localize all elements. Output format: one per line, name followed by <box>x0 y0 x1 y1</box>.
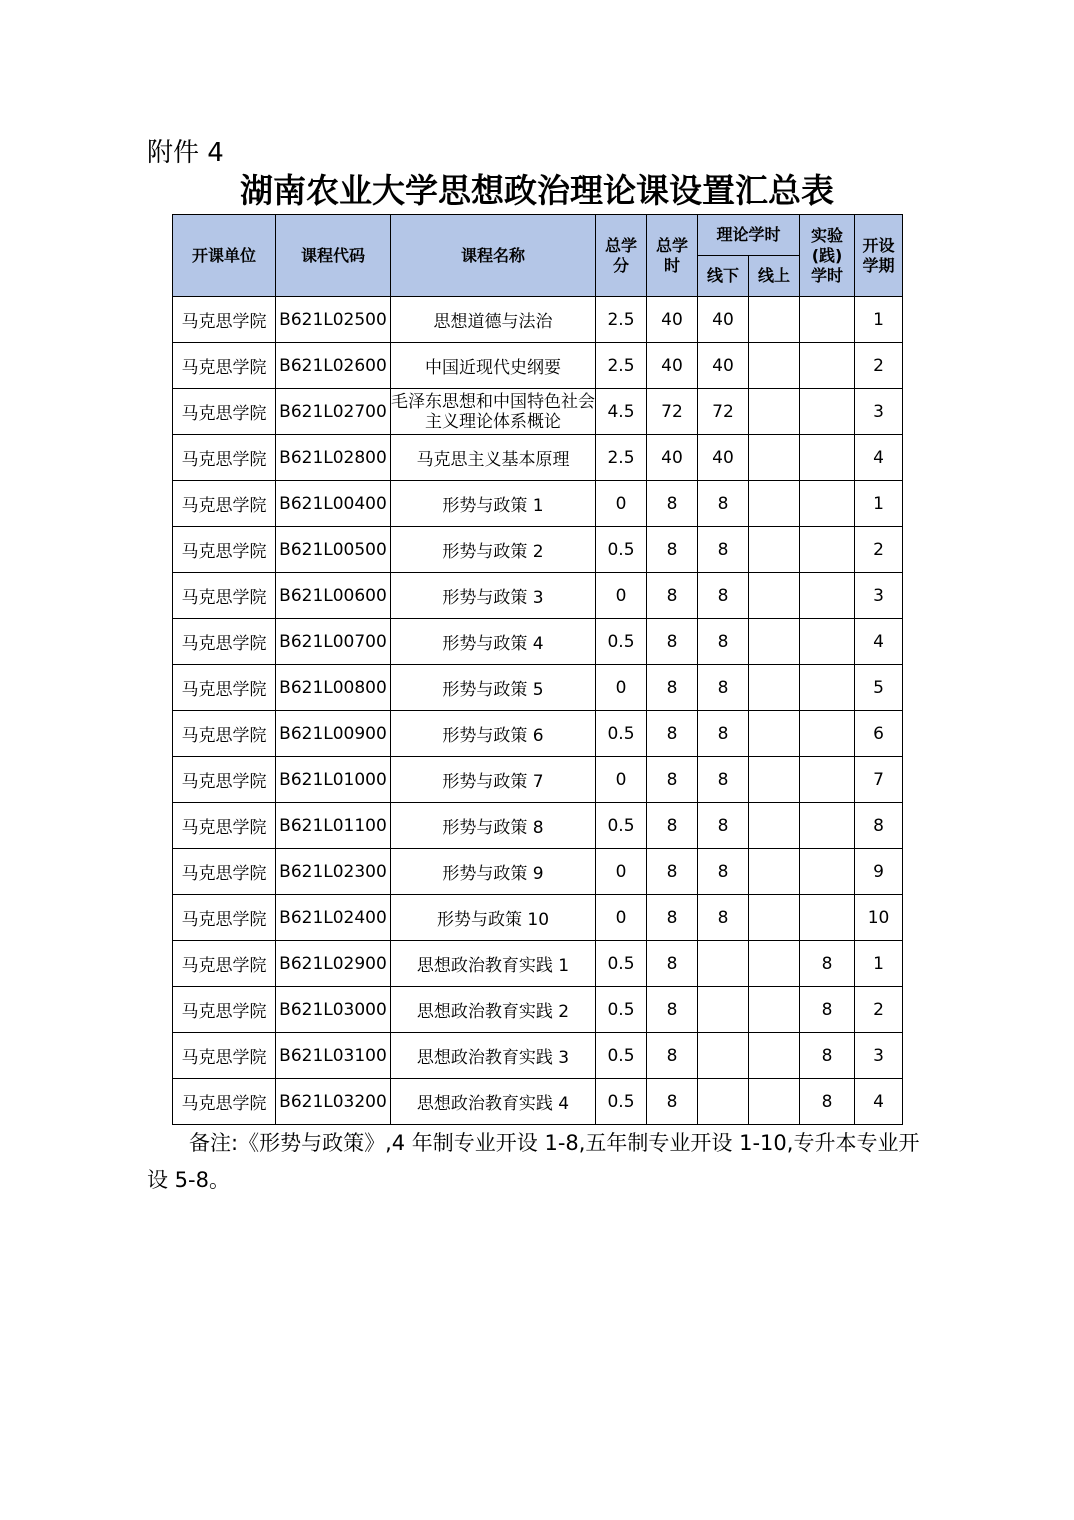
cell-semester: 3 <box>855 1033 903 1079</box>
cell-unit: 马克思学院 <box>173 573 276 619</box>
cell-online <box>749 389 800 435</box>
footnote: 备注:《形势与政策》,4 年制专业开设 1-8,五年制专业开设 1-10,专升本专业开设 5-8。 <box>147 1131 920 1192</box>
cell-code: B621L02300 <box>276 849 391 895</box>
table-row <box>173 481 903 527</box>
cell-practice <box>800 895 855 941</box>
cell-total: 40 <box>647 343 698 389</box>
cell-credits: 0.5 <box>596 941 647 987</box>
cell-code: B621L02600 <box>276 343 391 389</box>
cell-offline: 8 <box>698 665 749 711</box>
cell-online <box>749 343 800 389</box>
cell-semester: 6 <box>855 711 903 757</box>
cell-credits: 2.5 <box>596 343 647 389</box>
cell-semester: 3 <box>855 389 903 435</box>
cell-semester: 2 <box>855 343 903 389</box>
cell-credits: 0 <box>596 481 647 527</box>
cell-total: 8 <box>647 619 698 665</box>
cell-online <box>749 573 800 619</box>
table-row <box>173 527 903 573</box>
cell-code: B621L00400 <box>276 481 391 527</box>
cell-offline: 8 <box>698 757 749 803</box>
cell-online <box>749 665 800 711</box>
header-offline: 线下 <box>698 256 749 297</box>
cell-unit: 马克思学院 <box>173 803 276 849</box>
table-row <box>173 757 903 803</box>
cell-credits: 0.5 <box>596 987 647 1033</box>
cell-online <box>749 849 800 895</box>
cell-code: B621L00600 <box>276 573 391 619</box>
cell-name: 形势与政策 7 <box>391 757 596 803</box>
cell-offline: 8 <box>698 619 749 665</box>
cell-name: 形势与政策 8 <box>391 803 596 849</box>
cell-semester: 4 <box>855 1079 903 1125</box>
table-row <box>173 849 903 895</box>
cell-credits: 0 <box>596 573 647 619</box>
table-row <box>173 435 903 481</box>
cell-name: 马克思主义基本原理 <box>391 435 596 481</box>
table-row <box>173 1079 903 1125</box>
cell-credits: 0.5 <box>596 1079 647 1125</box>
cell-semester: 3 <box>855 573 903 619</box>
cell-semester: 2 <box>855 987 903 1033</box>
cell-total: 8 <box>647 711 698 757</box>
cell-semester: 5 <box>855 665 903 711</box>
header-unit: 开课单位 <box>173 215 276 297</box>
cell-credits: 0 <box>596 757 647 803</box>
cell-practice <box>800 435 855 481</box>
cell-online <box>749 941 800 987</box>
cell-unit: 马克思学院 <box>173 1033 276 1079</box>
cell-unit: 马克思学院 <box>173 895 276 941</box>
cell-online <box>749 481 800 527</box>
cell-offline <box>698 1079 749 1125</box>
cell-unit: 马克思学院 <box>173 619 276 665</box>
cell-offline <box>698 1033 749 1079</box>
cell-online <box>749 619 800 665</box>
cell-semester: 1 <box>855 941 903 987</box>
cell-unit: 马克思学院 <box>173 389 276 435</box>
cell-practice <box>800 481 855 527</box>
header-credits: 总学分 <box>596 215 647 297</box>
cell-online <box>749 527 800 573</box>
header-total-hours: 总学时 <box>647 215 698 297</box>
table-row <box>173 941 903 987</box>
cell-semester: 4 <box>855 619 903 665</box>
cell-credits: 0 <box>596 849 647 895</box>
table-row <box>173 987 903 1033</box>
cell-online <box>749 895 800 941</box>
cell-code: B621L00900 <box>276 711 391 757</box>
cell-credits: 0.5 <box>596 1033 647 1079</box>
cell-name: 毛泽东思想和中国特色社会主义理论体系概论 <box>391 389 596 435</box>
cell-practice <box>800 389 855 435</box>
cell-offline: 8 <box>698 849 749 895</box>
cell-credits: 0.5 <box>596 619 647 665</box>
cell-semester: 10 <box>855 895 903 941</box>
cell-name: 形势与政策 9 <box>391 849 596 895</box>
cell-online <box>749 1079 800 1125</box>
header-theory-hours: 理论学时 <box>698 215 800 256</box>
cell-semester: 9 <box>855 849 903 895</box>
course-table <box>172 214 903 1125</box>
cell-total: 8 <box>647 895 698 941</box>
cell-offline <box>698 987 749 1033</box>
cell-code: B621L00800 <box>276 665 391 711</box>
cell-offline: 8 <box>698 481 749 527</box>
cell-name: 形势与政策 5 <box>391 665 596 711</box>
cell-unit: 马克思学院 <box>173 481 276 527</box>
cell-unit: 马克思学院 <box>173 297 276 343</box>
cell-code: B621L01100 <box>276 803 391 849</box>
cell-name: 形势与政策 6 <box>391 711 596 757</box>
cell-name: 形势与政策 10 <box>391 895 596 941</box>
cell-credits: 0.5 <box>596 527 647 573</box>
table-row <box>173 343 903 389</box>
cell-total: 8 <box>647 757 698 803</box>
cell-practice <box>800 343 855 389</box>
cell-total: 8 <box>647 849 698 895</box>
header-online: 线上 <box>749 256 800 297</box>
cell-total: 8 <box>647 573 698 619</box>
cell-online <box>749 803 800 849</box>
table-row <box>173 573 903 619</box>
cell-offline: 8 <box>698 527 749 573</box>
cell-name: 思想道德与法治 <box>391 297 596 343</box>
cell-practice <box>800 665 855 711</box>
cell-unit: 马克思学院 <box>173 665 276 711</box>
cell-practice: 8 <box>800 941 855 987</box>
cell-total: 40 <box>647 297 698 343</box>
cell-semester: 1 <box>855 481 903 527</box>
cell-credits: 0 <box>596 895 647 941</box>
table-row <box>173 1033 903 1079</box>
attachment-label: 附件 4 <box>147 138 224 168</box>
page-title: 湖南农业大学思想政治理论课设置汇总表 <box>240 171 834 210</box>
header-semester: 开设学期 <box>855 215 903 297</box>
cell-total: 8 <box>647 1079 698 1125</box>
table-body <box>173 297 903 1125</box>
cell-code: B621L03200 <box>276 1079 391 1125</box>
cell-offline <box>698 941 749 987</box>
cell-practice: 8 <box>800 987 855 1033</box>
cell-unit: 马克思学院 <box>173 941 276 987</box>
header-practice-hours: 实验(践)学时 <box>800 215 855 297</box>
table-row <box>173 297 903 343</box>
cell-total: 8 <box>647 665 698 711</box>
cell-code: B621L00500 <box>276 527 391 573</box>
table-row <box>173 803 903 849</box>
cell-name: 形势与政策 4 <box>391 619 596 665</box>
cell-practice <box>800 849 855 895</box>
cell-practice <box>800 619 855 665</box>
cell-code: B621L02900 <box>276 941 391 987</box>
cell-offline: 40 <box>698 343 749 389</box>
cell-online <box>749 297 800 343</box>
table-row <box>173 389 903 435</box>
cell-unit: 马克思学院 <box>173 1079 276 1125</box>
cell-offline: 72 <box>698 389 749 435</box>
table-row <box>173 711 903 757</box>
cell-practice <box>800 757 855 803</box>
cell-code: B621L03000 <box>276 987 391 1033</box>
cell-name: 形势与政策 1 <box>391 481 596 527</box>
cell-semester: 2 <box>855 527 903 573</box>
cell-total: 8 <box>647 527 698 573</box>
cell-offline: 8 <box>698 573 749 619</box>
cell-total: 72 <box>647 389 698 435</box>
cell-offline: 8 <box>698 803 749 849</box>
table-row <box>173 665 903 711</box>
cell-unit: 马克思学院 <box>173 757 276 803</box>
cell-name: 形势与政策 2 <box>391 527 596 573</box>
cell-online <box>749 711 800 757</box>
cell-practice <box>800 711 855 757</box>
cell-credits: 2.5 <box>596 435 647 481</box>
header-name: 课程名称 <box>391 215 596 297</box>
cell-online <box>749 987 800 1033</box>
cell-total: 8 <box>647 481 698 527</box>
cell-total: 40 <box>647 435 698 481</box>
cell-total: 8 <box>647 803 698 849</box>
cell-credits: 0 <box>596 665 647 711</box>
cell-code: B621L02800 <box>276 435 391 481</box>
cell-name: 思想政治教育实践 4 <box>391 1079 596 1125</box>
cell-semester: 7 <box>855 757 903 803</box>
cell-name: 思想政治教育实践 2 <box>391 987 596 1033</box>
cell-unit: 马克思学院 <box>173 527 276 573</box>
cell-unit: 马克思学院 <box>173 711 276 757</box>
cell-name: 形势与政策 3 <box>391 573 596 619</box>
cell-credits: 4.5 <box>596 389 647 435</box>
table-row <box>173 895 903 941</box>
cell-practice <box>800 803 855 849</box>
cell-online <box>749 435 800 481</box>
cell-online <box>749 1033 800 1079</box>
cell-online <box>749 757 800 803</box>
cell-semester: 8 <box>855 803 903 849</box>
cell-code: B621L01000 <box>276 757 391 803</box>
cell-name: 思想政治教育实践 3 <box>391 1033 596 1079</box>
cell-name: 思想政治教育实践 1 <box>391 941 596 987</box>
cell-offline: 40 <box>698 435 749 481</box>
cell-credits: 2.5 <box>596 297 647 343</box>
cell-name: 中国近现代史纲要 <box>391 343 596 389</box>
cell-code: B621L03100 <box>276 1033 391 1079</box>
cell-total: 8 <box>647 1033 698 1079</box>
cell-total: 8 <box>647 987 698 1033</box>
table-row <box>173 619 903 665</box>
cell-credits: 0.5 <box>596 803 647 849</box>
cell-practice <box>800 527 855 573</box>
cell-practice: 8 <box>800 1079 855 1125</box>
cell-offline: 8 <box>698 895 749 941</box>
cell-semester: 1 <box>855 297 903 343</box>
cell-offline: 40 <box>698 297 749 343</box>
header-code: 课程代码 <box>276 215 391 297</box>
cell-code: B621L02400 <box>276 895 391 941</box>
cell-semester: 4 <box>855 435 903 481</box>
cell-code: B621L00700 <box>276 619 391 665</box>
cell-total: 8 <box>647 941 698 987</box>
cell-code: B621L02500 <box>276 297 391 343</box>
cell-credits: 0.5 <box>596 711 647 757</box>
cell-offline: 8 <box>698 711 749 757</box>
cell-practice: 8 <box>800 1033 855 1079</box>
cell-unit: 马克思学院 <box>173 343 276 389</box>
cell-unit: 马克思学院 <box>173 987 276 1033</box>
cell-unit: 马克思学院 <box>173 849 276 895</box>
cell-practice <box>800 297 855 343</box>
cell-practice <box>800 573 855 619</box>
cell-code: B621L02700 <box>276 389 391 435</box>
cell-unit: 马克思学院 <box>173 435 276 481</box>
